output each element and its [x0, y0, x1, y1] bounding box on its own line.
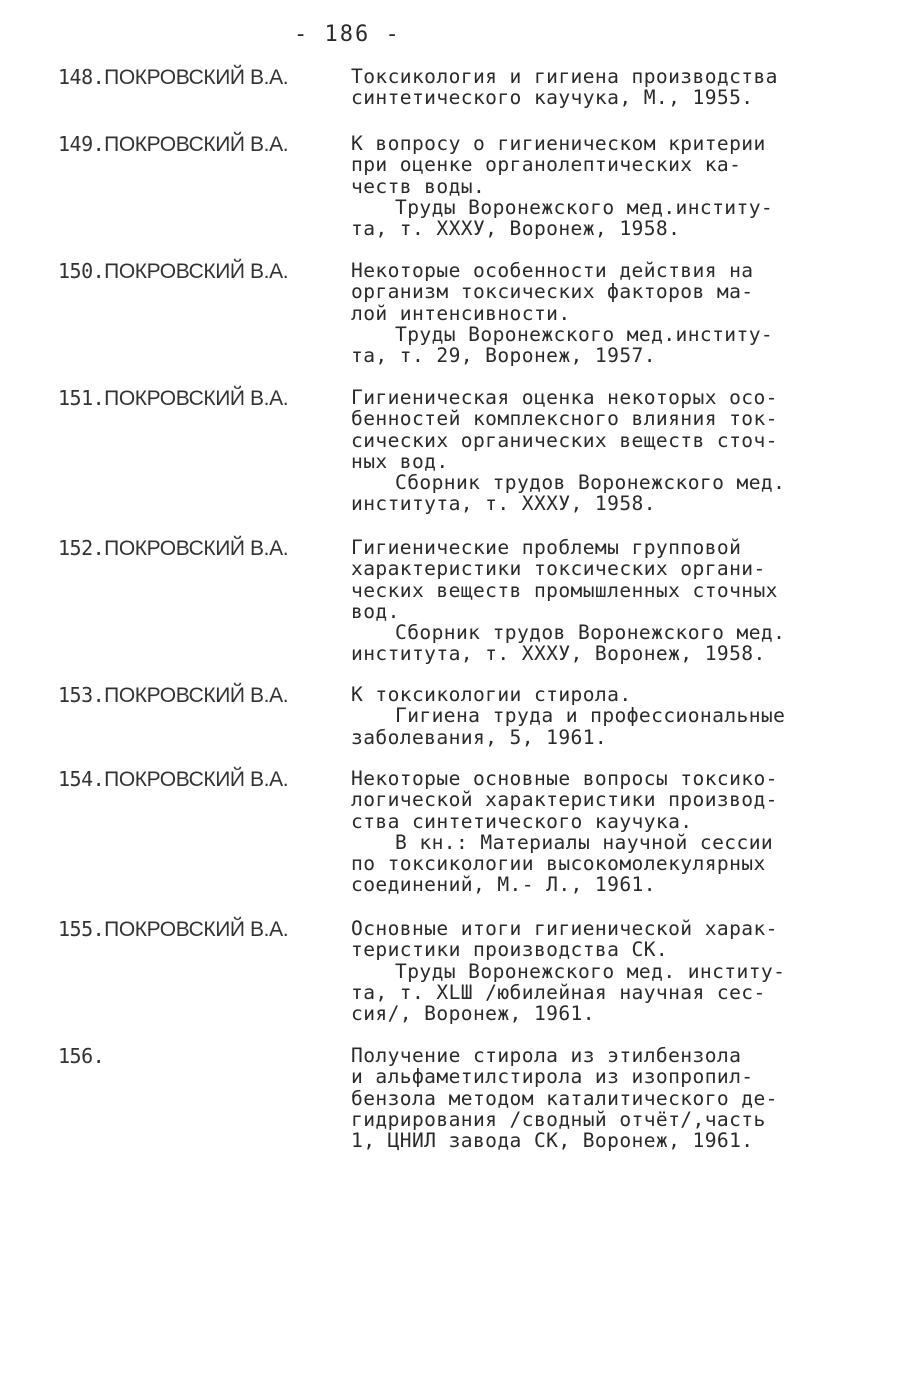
entry-source-line: та, т. ХХХУ, Воронеж, 1958.	[351, 217, 681, 241]
entry-source-line: Сборник трудов Воронежского мед.	[395, 621, 786, 645]
entry-source-line: Сборник трудов Воронежского мед.	[395, 471, 786, 495]
entry-source-line: сия/, Воронеж, 1961.	[351, 1002, 595, 1026]
entry-number: 151.	[58, 386, 105, 410]
entry-number: 149.	[58, 132, 105, 156]
author-name: ПОКРОВСКИЙ В.А.	[104, 260, 289, 283]
entry-number: 153.	[58, 683, 105, 707]
entry-line: лой интенсивности.	[351, 301, 571, 325]
entry-line: сических органических веществ сточ-	[351, 428, 778, 452]
author-name: ПОКРОВСКИЙ В.А.	[104, 133, 289, 156]
entry-source-line: института, т. ХХХУ, 1958.	[351, 492, 656, 516]
author-name: ПОКРОВСКИЙ В.А.	[104, 537, 289, 560]
entry-source-line: В кн.: Материалы научной сессии	[395, 830, 774, 854]
entry-line: при оценке органолептических ка-	[351, 153, 742, 177]
entry-number: 148.	[58, 65, 105, 89]
entry-author	[58, 684, 343, 707]
entry-text	[351, 66, 851, 109]
entry-line: гидрирования /сводный отчёт/,часть	[351, 1107, 766, 1131]
entry-line: Основные итоги гигиенической харак-	[351, 917, 778, 940]
entry-text	[351, 1045, 851, 1151]
entry-line: ческих веществ промышленных сточных	[351, 578, 778, 602]
entry-line: Гигиеническая оценка некоторых осо-	[351, 386, 778, 409]
entry-source-line: Труды Воронежского мед.институ-	[395, 195, 774, 219]
entry-author	[58, 66, 343, 89]
entry-text	[351, 260, 851, 366]
entry-line: и альфаметилстирола из изопропил-	[351, 1065, 754, 1089]
entry-text	[351, 537, 851, 665]
entry-source-line: Труды Воронежского мед.институ-	[395, 322, 774, 346]
page-number: - 186 -	[294, 22, 401, 47]
author-name: ПОКРОВСКИЙ В.А.	[104, 768, 289, 791]
entry-author	[58, 260, 343, 283]
entry-source-line: института, т. ХХХУ, Воронеж, 1958.	[351, 642, 766, 666]
entry-line: Получение стирола из этилбензола	[351, 1044, 742, 1067]
entry-source-line: по токсикологии высокомолекулярных	[351, 852, 766, 876]
entry-line: Некоторые основные вопросы токсико-	[351, 767, 778, 790]
author-name: ПОКРОВСКИЙ В.А.	[104, 387, 289, 410]
entry-author	[58, 537, 343, 560]
entry-source-line: Труды Воронежского мед. институ-	[395, 959, 786, 983]
entry-source-line: та, т. 29, Воронеж, 1957.	[351, 344, 656, 368]
entry-line: теристики производства СК.	[351, 938, 669, 962]
entry-line: бенностей комплексного влияния ток-	[351, 407, 778, 431]
entry-line: К токсикологии стирола.	[351, 683, 632, 706]
entry-line: Токсикология и гигиена производства	[351, 65, 778, 88]
entry-number: 156.	[58, 1044, 105, 1068]
entry-source-line: Гигиена труда и профессиональные	[395, 704, 786, 728]
author-name: ПОКРОВСКИЙ В.А.	[104, 918, 289, 941]
entry-number: 152.	[58, 536, 105, 560]
entry-source-line: заболевания, 5, 1961.	[351, 725, 608, 749]
entry-line: синтетического каучука, М., 1955.	[351, 86, 754, 110]
entry-number: 155.	[58, 917, 105, 941]
entry-number: 154.	[58, 767, 105, 791]
entry-author	[58, 1045, 343, 1068]
entry-author	[58, 768, 343, 791]
entry-source-line: соединений, М.- Л., 1961.	[351, 873, 656, 897]
entry-number: 150.	[58, 259, 105, 283]
entry-text	[351, 133, 851, 239]
entry-line: Гигиенические проблемы групповой	[351, 536, 742, 559]
entry-text	[351, 387, 851, 515]
entry-line: 1, ЦНИЛ завода СК, Воронеж, 1961.	[351, 1129, 754, 1153]
entry-line: вод.	[351, 599, 400, 623]
entry-line: ных вод.	[351, 449, 449, 473]
entry-line: характеристики токсических органи-	[351, 557, 766, 581]
author-name: ПОКРОВСКИЙ В.А.	[104, 684, 289, 707]
entry-source-line: та, т. ХLШ /юбилейная научная сес-	[351, 980, 766, 1004]
entry-author	[58, 133, 343, 156]
entry-line: бензола методом каталитического де-	[351, 1086, 778, 1110]
entry-line: ства синтетического каучука.	[351, 809, 693, 833]
entry-line: честв воды.	[351, 174, 486, 198]
entry-line: К вопросу о гигиеническом критерии	[351, 132, 766, 155]
author-name: ПОКРОВСКИЙ В.А.	[104, 66, 289, 89]
entry-line: логической характеристики производ-	[351, 788, 778, 812]
entry-line: Некоторые особенности действия на	[351, 259, 754, 282]
entry-text	[351, 918, 851, 1024]
entry-author	[58, 387, 343, 410]
entry-text	[351, 768, 851, 896]
entry-line: организм токсических факторов ма-	[351, 280, 754, 304]
entry-text	[351, 684, 851, 748]
entry-author	[58, 918, 343, 941]
